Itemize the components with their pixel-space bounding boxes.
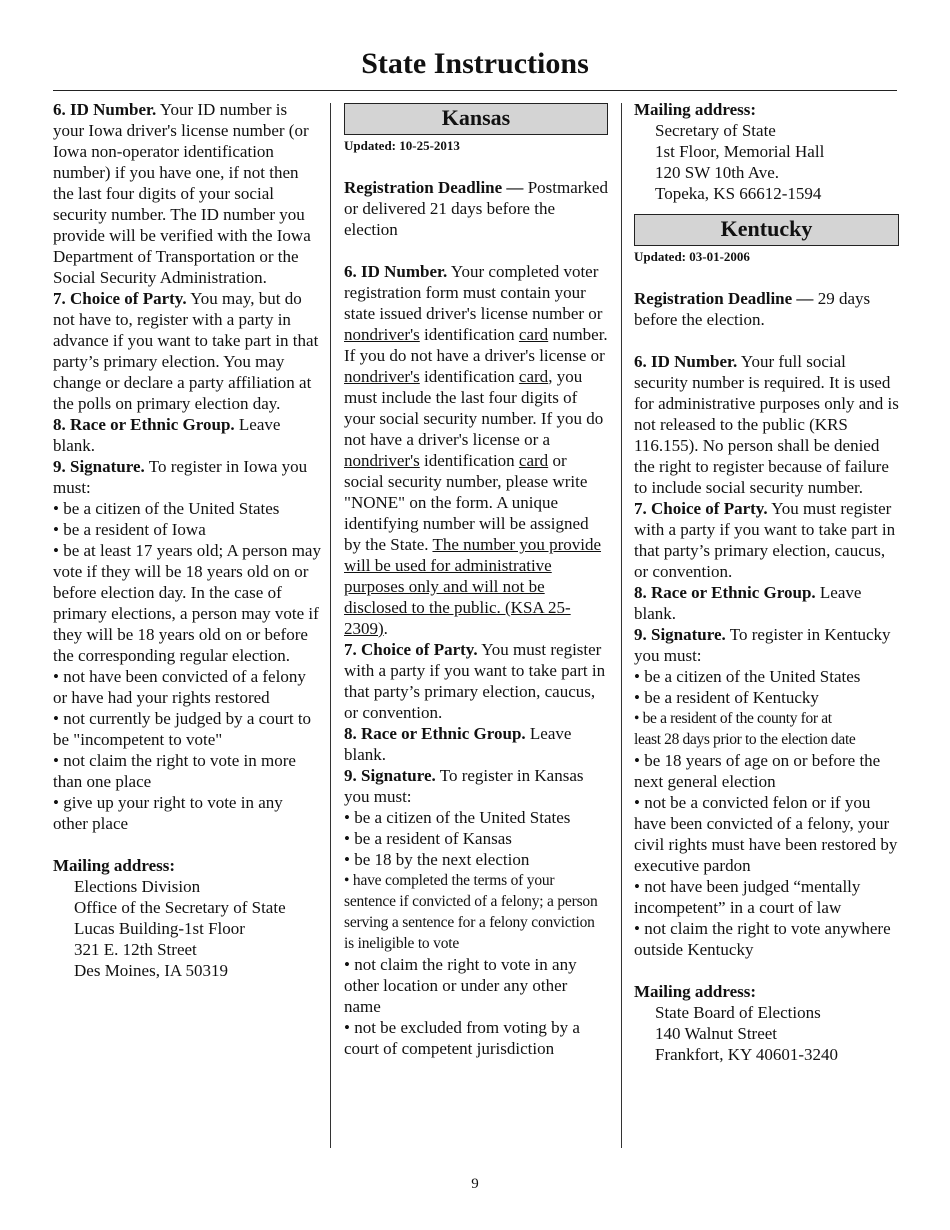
kansas-id-number: 6. ID Number. Your completed voter registration form must contain your state issued driver's license number or nondriver's identification card number. If you do not have a driver's license or nondriver's identification card, you must include the last four digits of your social security number. If you do not have a driver's license or a nondriver's identification card or social security number, please write "NONE" on the form. A unique identifying number will be assigned by the State. The number you provide will be used for administrative purposes only and will not be disclosed to the public. (KSA 25-2309). [344, 262, 608, 638]
kansas-updated: Updated: 10-25-2013 [344, 138, 460, 153]
list-item: • be a citizen of the United States [53, 499, 280, 518]
list-item: • not have been convicted of a felony or have had your rights restored [53, 667, 306, 707]
kansas-mailing-address: Secretary of State 1st Floor, Memorial Hall 120 SW 10th Ave. Topeka, KS 66612-1594 [655, 121, 825, 203]
list-item-continuation: least 28 days prior to the election date [634, 731, 856, 748]
list-item: • be a resident of Kansas [344, 829, 512, 848]
list-item: • be a citizen of the United States [344, 808, 571, 827]
iowa-mailing-address: Elections Division Office of the Secretary of State Lucas Building-1st Floor 321 E. 12th Street Des Moines, IA 50319 [74, 877, 286, 980]
iowa-column [53, 99, 321, 981]
list-item: • give up your right to vote in any other place [53, 793, 283, 833]
list-item: • be a resident of the county for at [634, 710, 832, 727]
list-item: • be 18 by the next election [344, 850, 530, 869]
kansas-heading: Kansas [344, 103, 608, 135]
kansas-race: 8. Race or Ethnic Group. Leave blank. [344, 724, 572, 764]
list-item: • be 18 years of age on or before the next general election [634, 751, 881, 791]
list-item: • not claim the right to vote in any other location or under any other name [344, 955, 577, 1016]
page-number: 9 [471, 1176, 479, 1192]
iowa-race: 8. Race or Ethnic Group. Leave blank. [53, 415, 281, 455]
kentucky-mailing-address: State Board of Elections 140 Walnut Street Frankfort, KY 40601-3240 [655, 1003, 839, 1064]
list-item: • be a citizen of the United States [634, 667, 861, 686]
kentucky-choice-of-party: 7. Choice of Party. You must register with a party if you want to take part in that party’s primary election, caucus, or convention. [634, 499, 896, 581]
iowa-signature: 9. Signature. To register in Iowa you must: [53, 457, 308, 497]
kansas-choice-of-party: 7. Choice of Party. You must register with a party if you want to take part in that party’s primary election, caucus, or convention. [344, 640, 606, 722]
list-item: • be a resident of Kentucky [634, 688, 819, 707]
list-item: • not claim the right to vote in more than one place [53, 751, 296, 791]
kansas-signature: 9. Signature. To register in Kansas you must: [344, 766, 584, 806]
list-item: • not be a convicted felon or if you have been convicted of a felony, your civil rights must have been restored by executive pardon [634, 793, 898, 875]
kentucky-deadline: Registration Deadline — 29 days before the election. [634, 289, 871, 329]
kansas-column [344, 99, 608, 1059]
title-divider [53, 90, 897, 91]
page-title: State Instructions [361, 47, 589, 80]
kentucky-race: 8. Race or Ethnic Group. Leave blank. [634, 583, 862, 623]
column-divider-2 [621, 103, 622, 1148]
kentucky-signature: 9. Signature. To register in Kentucky you must: [634, 625, 891, 665]
list-item: • be a resident of Iowa [53, 520, 206, 539]
column-divider-1 [330, 103, 331, 1148]
iowa-mailing-label: Mailing address: [53, 856, 176, 875]
iowa-id-number: 6. ID Number. Your ID number is your Iowa driver's license number (or Iowa non-operator identification number) if you have one, if not then the last four digits of your social security number. The ID number you provide will be verified with the Iowa Department of Transportation or the Social Security Administration. [53, 100, 311, 287]
kentucky-updated: Updated: 03-01-2006 [634, 249, 750, 264]
kansas-deadline: Registration Deadline — Postmarked or delivered 21 days before the election [344, 178, 608, 239]
kansas-mailing-label: Mailing address: [634, 100, 757, 119]
list-item: • not be excluded from voting by a court of competent jurisdiction [344, 1018, 580, 1058]
kentucky-mailing-label: Mailing address: [634, 982, 757, 1001]
list-item: • not claim the right to vote anywhere outside Kentucky [634, 919, 891, 959]
list-item: • not currently be judged by a court to be "incompetent to vote" [53, 709, 312, 749]
kentucky-column [634, 99, 899, 1065]
list-item: • be at least 17 years old; A person may vote if they will be 18 years old on or before election day. In the case of primary elections, a person may vote if they will be 18 years old on or before the corresponding regular election. [53, 541, 321, 665]
list-item: • have completed the terms of your sentence if convicted of a felony; a person serving a sentence for a felony conviction is ineligible to vote [344, 872, 598, 952]
list-item: • not have been judged “mentally incompetent” in a court of law [634, 877, 861, 917]
kentucky-id-number: 6. ID Number. Your full social security number is required. It is used for administrative purposes only and is not released to the public (KRS 116.155). No person shall be denied the right to register because of failure to include social security number. [634, 352, 899, 497]
iowa-choice-of-party: 7. Choice of Party. You may, but do not have to, register with a party in advance if you want to take part in that party’s primary election. You may change or declare a party affiliation at the polls on primary election day. [53, 289, 319, 413]
kentucky-heading: Kentucky [634, 214, 899, 246]
